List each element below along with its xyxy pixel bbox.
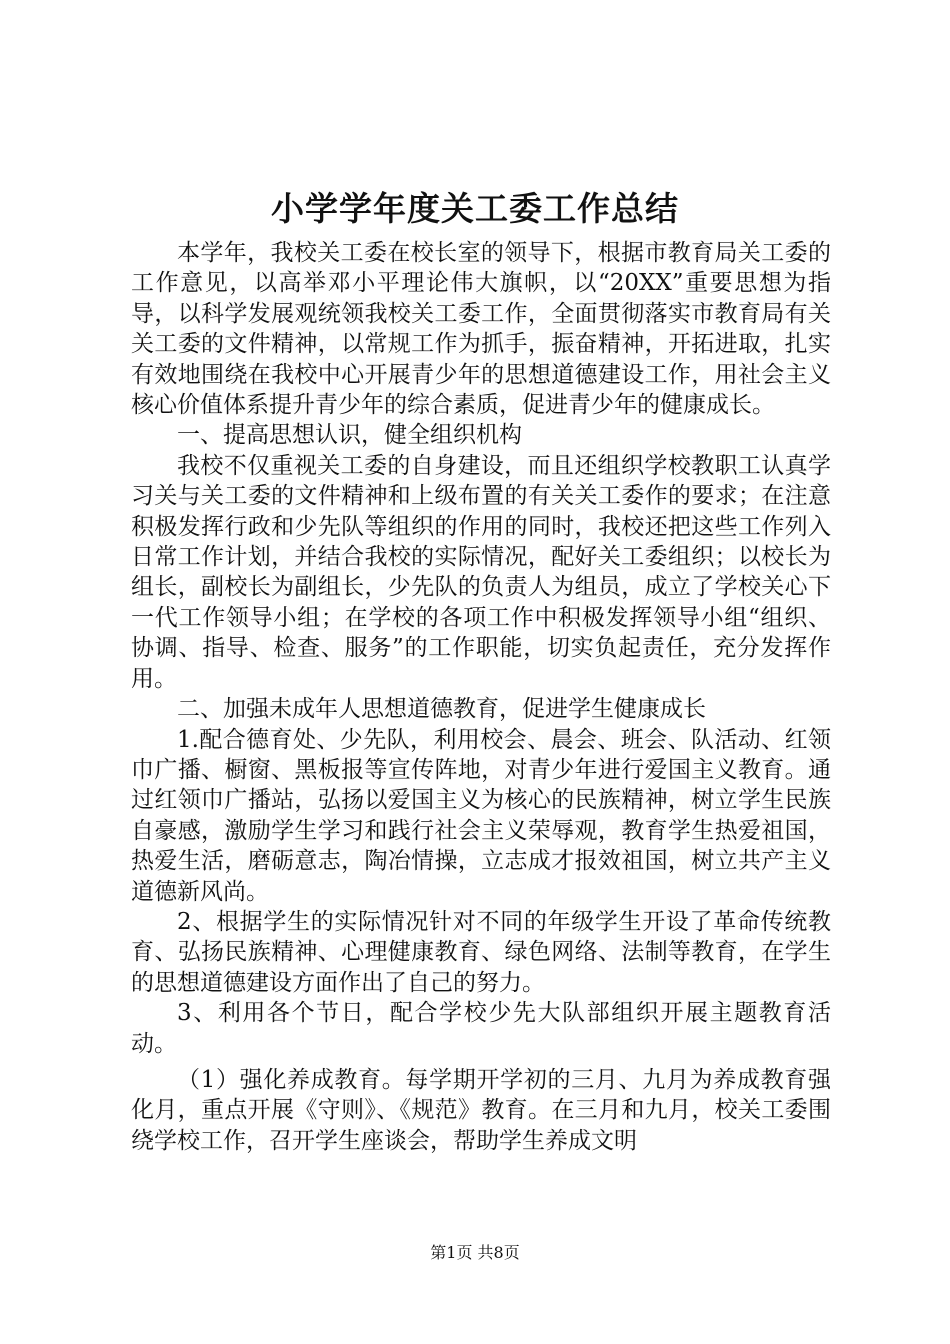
intro-paragraph: 本学年，我校关工委在校长室的领导下，根据市教育局关工委的工作意见，以高举邓小平理论伟大旗帜，以“20XX”重要思想为指导，以科学发展观统领我校关工委工作，全面贯彻落实市教育局有关关工委的文件精神，以常规工作为抓手，振奋精神，开拓进取，扎实有效地围绕在我校中心开展青少年的思想道德建设工作，用社会主义核心价值体系提升青少年的综合素质，促进青少年的健康成长。 [131,240,831,419]
item-2-paragraph: 2、根据学生的实际情况针对不同的年级学生开设了革命传统教育、弘扬民族精神、心理健康教育、绿色网络、法制等教育，在学生的思想道德建设方面作出了自己的努力。 [131,908,831,996]
item-3-paragraph: 3、利用各个节日，配合学校少先大队部组织开展主题教育活动。 [131,1000,831,1057]
item-1-paragraph: 1.配合德育处、少先队，利用校会、晨会、班会、队活动、红领巾广播、橱窗、黑板报等宣传阵地，对青少年进行爱国主义教育。通过红领巾广播站，弘扬以爱国主义为核心的民族精神，树立学生民族自豪感，激励学生学习和践行社会主义荣辱观，教育学生热爱祖国，热爱生活，磨砺意志，陶冶情操，立志成才报效祖国，树立共产主义道德新风尚。 [131,726,831,905]
section-heading-1: 一、提高思想认识，健全组织机构 [177,422,522,449]
document-body [131,238,831,1156]
page-number-footer: 第1页 共8页 [430,1243,520,1262]
document-title: 小学学年度关工委工作总结 [271,189,679,228]
section-1-paragraph: 我校不仅重视关工委的自身建设，而且还组织学校教职工认真学习关与关工委的文件精神和上级布置的有关关工委作的要求；在注意积极发挥行政和少先队等组织的作用的同时，我校还把这些工作列入日常工作计划，并结合我校的实际情况，配好关工委组织；以校长为组长，副校长为副组长，少先队的负责人为组员，成立了学校关心下一代工作领导小组；在学校的各项工作中积极发挥领导小组“组织、协调、指导、检查、服务”的工作职能，切实负起责任，充分发挥作用。 [131,452,831,692]
section-heading-2: 二、加强未成年人思想道德教育，促进学生健康成长 [177,696,706,723]
sub-item-1-paragraph: （1）强化养成教育。每学期开学初的三月、九月为养成教育强化月，重点开展《守则》、《规范》教育。在三月和九月，校关工委围绕学校工作，召开学生座谈会，帮助学生养成文明 [131,1066,831,1154]
